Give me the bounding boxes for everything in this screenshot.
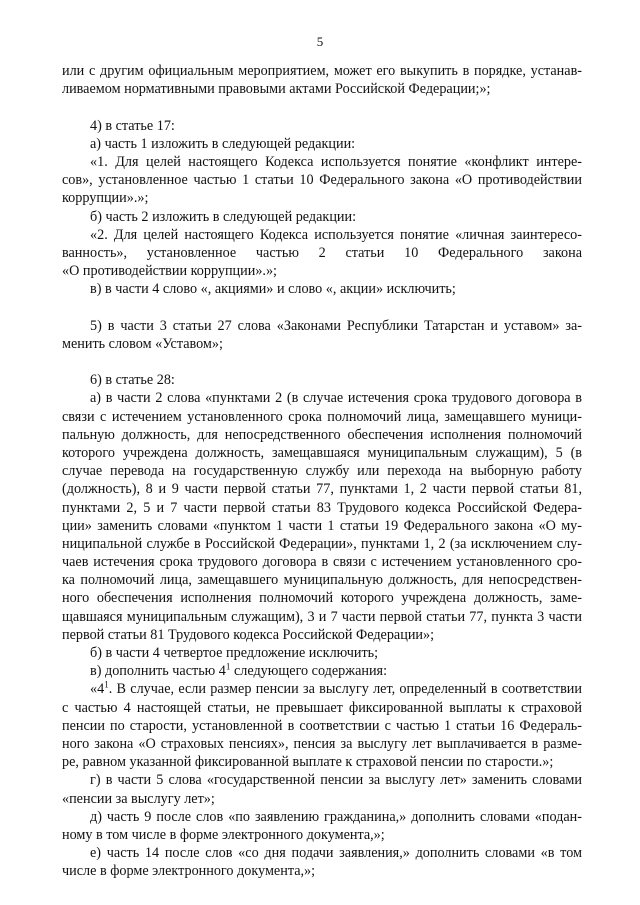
text-line	[62, 135, 582, 153]
superscript: 1	[225, 661, 231, 672]
line-text: а) в части 2 слова «пунктами 2 (в случае истечения срока трудового договора в	[90, 390, 582, 407]
text-line	[62, 153, 582, 171]
text-line	[62, 862, 582, 880]
line-text: ному в том числе в форме электронного документа,»;	[62, 826, 385, 843]
paragraph-spacer	[62, 353, 582, 371]
line-text: ливаемом нормативными правовыми актами Российской Федерации;»;	[62, 81, 491, 98]
line-text: пальную должность, для непосредственного обеспечения исполнения полномочий	[62, 426, 582, 443]
line-text: д) часть 9 после слов «по заявлению гражданина,» дополнить словами «подан-	[90, 808, 582, 825]
line-text: 6) в статье 28:	[90, 372, 175, 389]
document-body	[62, 62, 582, 880]
line-text: коррупции».»;	[62, 190, 149, 207]
text-line	[62, 644, 582, 662]
line-text: случае перевода на государственную службу или перехода на выборную работу	[62, 463, 582, 480]
text-line	[62, 844, 582, 862]
text-line	[62, 480, 582, 498]
line-text: «О противодействии коррупции».»;	[62, 263, 278, 280]
line-text: «4	[90, 681, 105, 698]
line-text: ции» заменить словами «пунктом 1 части 1 статьи 19 Федерального закона «О му-	[62, 517, 582, 534]
line-text: ре, равном указанной фиксированной выплате к страховой пенсии по старости.»;	[62, 754, 554, 771]
text-line	[62, 589, 582, 607]
text-line	[62, 80, 582, 98]
line-text: ного закона «О страховых пенсиях», пенсия за выслугу лет выплачивается в разме-	[62, 735, 582, 752]
text-line	[62, 699, 582, 717]
text-line	[62, 226, 582, 244]
line-text: в) в части 4 слово «, акциями» и слово «, акции» исключить;	[90, 281, 456, 298]
paragraph-spacer	[62, 98, 582, 116]
text-line	[62, 280, 582, 298]
line-text: ванность», установленное частью 2 статьи 10 Федерального закона	[62, 244, 582, 261]
text-line	[62, 389, 582, 407]
text-line	[62, 62, 582, 80]
line-text: в) дополнить частью 4	[90, 663, 226, 680]
superscript: 1	[104, 679, 109, 690]
text-line	[62, 444, 582, 462]
text-line	[62, 371, 582, 389]
line-text: (должность), 8 и 9 части первой статьи 77, пунктами 1, 2 части первой статьи 81,	[62, 481, 582, 498]
text-line	[62, 426, 582, 444]
line-text: или с другим официальным мероприятием, может его выкупить в порядке, устанав-	[62, 63, 582, 79]
text-line	[62, 771, 582, 789]
text-line	[62, 335, 582, 353]
text-line	[62, 753, 582, 771]
line-text: которого учреждена должность, замещавшаяся муниципальным служащим), 5 (в	[62, 444, 582, 461]
text-line	[62, 626, 582, 644]
page-number: 5	[316, 34, 324, 49]
line-text: щавшаяся муниципальным служащим), 3 и 7 части первой статьи 77, пункта 3 части	[62, 608, 582, 625]
text-line	[62, 608, 582, 626]
line-text-continuation: . В случае, если размер пенсии за выслугу лет, определенный в соответствии	[108, 681, 582, 698]
text-line	[62, 826, 582, 844]
text-line	[62, 662, 582, 680]
line-text: а) часть 1 изложить в следующей редакции:	[90, 135, 356, 152]
text-line	[62, 571, 582, 589]
text-line	[62, 408, 582, 426]
text-line	[62, 189, 582, 207]
line-text: ниципальной службе в Российской Федерации», пунктами 1, 2 (за исключением слу-	[62, 535, 582, 552]
line-text: е) часть 14 после слов «со дня подачи заявления,» дополнить словами «в том	[90, 845, 582, 862]
paragraph-spacer	[62, 298, 582, 316]
line-text: с частью 4 настоящей статьи, не превышает фиксированной выплаты к страховой	[62, 699, 582, 716]
line-text: ного обеспечения исполнения полномочий которого учреждена должность, заме-	[62, 590, 582, 607]
line-text: сов», установленное частью 1 статьи 10 Федерального закона «О противодействии	[62, 172, 582, 189]
line-text: связи с истечением установленного срока полномочий лица, замещавшего муници-	[62, 408, 582, 425]
line-text: пенсии по старости, установленной в соответствии с частью 1 статьи 16 Федераль-	[62, 717, 582, 734]
line-text: «пенсии за выслугу лет»;	[62, 790, 215, 807]
text-line	[62, 499, 582, 517]
line-text: 4) в статье 17:	[90, 117, 175, 134]
text-line	[62, 262, 582, 280]
line-text: г) в части 5 слова «государственной пенсии за выслугу лет» заменить словами	[90, 772, 582, 789]
text-line	[62, 171, 582, 189]
line-text: чаев истечения срока трудового договора в связи с истечением установленного сро-	[62, 554, 582, 571]
line-text-continuation: следующего содержания:	[230, 663, 388, 680]
text-line	[62, 517, 582, 535]
text-line	[62, 717, 582, 735]
text-line	[62, 680, 582, 698]
text-line	[62, 553, 582, 571]
line-text: менить словом «Уставом»;	[62, 335, 223, 352]
line-text: пунктами 2, 5 и 7 части первой статьи 83 Трудового кодекса Российской Федера-	[62, 499, 582, 516]
text-line	[62, 317, 582, 335]
text-line	[62, 790, 582, 808]
text-line	[62, 535, 582, 553]
line-text: числе в форме электронного документа,»;	[62, 863, 316, 880]
line-text: первой статьи 81 Трудового кодекса Российской Федерации»;	[62, 626, 435, 643]
line-text: ка полномочий лица, замещавшего муниципальную должность, для непосредствен-	[62, 572, 582, 589]
line-text: «2. Для целей настоящего Кодекса используется понятие «личная заинтересо-	[90, 226, 582, 243]
text-line	[62, 208, 582, 226]
line-text: 5) в части 3 статьи 27 слова «Законами Республики Татарстан и уставом» за-	[90, 317, 582, 334]
line-text: «1. Для целей настоящего Кодекса используется понятие «конфликт интере-	[90, 153, 582, 170]
text-line	[62, 117, 582, 135]
line-text: б) часть 2 изложить в следующей редакции:	[90, 208, 357, 225]
text-line	[62, 735, 582, 753]
line-text: б) в части 4 четвертое предложение исключить;	[90, 645, 379, 661]
text-line	[62, 462, 582, 480]
text-line	[62, 808, 582, 826]
text-line	[62, 244, 582, 262]
